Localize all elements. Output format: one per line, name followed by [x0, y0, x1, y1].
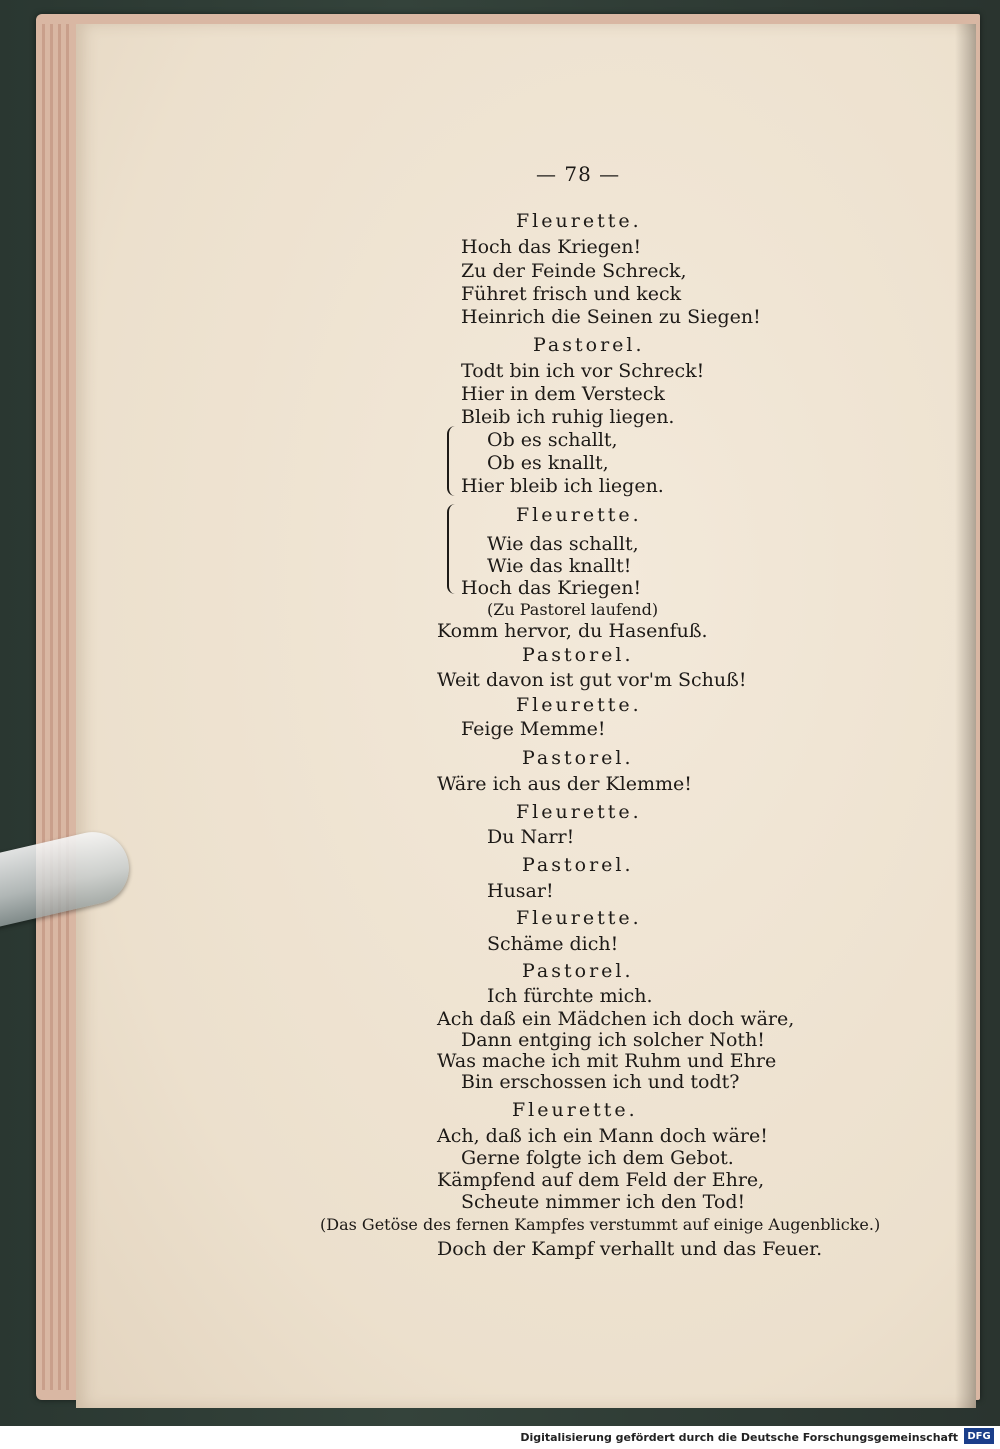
- stage-direction: (Das Getöse des fernen Kampfes verstummt auf einige Augenblicke.): [320, 1215, 881, 1234]
- verse-line: Was mache ich mit Ruhm und Ehre: [437, 1050, 777, 1072]
- speaker-label: Fleurette.: [516, 504, 642, 526]
- page-edge: [50, 24, 53, 1390]
- verse-line: Ob es knallt,: [487, 452, 609, 474]
- page-edge: [66, 24, 69, 1390]
- verse-line: Zu der Feinde Schreck,: [461, 260, 687, 282]
- speaker-label: Pastorel.: [522, 854, 634, 876]
- verse-line: Hier bleib ich liegen.: [461, 475, 664, 497]
- speaker-label: Pastorel.: [522, 960, 634, 982]
- gutter-shadow: [955, 24, 976, 1408]
- speaker-label: Fleurette.: [516, 801, 642, 823]
- verse-line: Ich fürchte mich.: [487, 985, 653, 1007]
- verse-line: Doch der Kampf verhallt und das Feuer.: [437, 1238, 823, 1260]
- verse-line: Bleib ich ruhig liegen.: [461, 406, 675, 428]
- verse-line: Wäre ich aus der Klemme!: [437, 773, 692, 795]
- speaker-label: Pastorel.: [522, 747, 634, 769]
- verse-line: Bin erschossen ich und todt?: [461, 1071, 740, 1093]
- footer-credit: Digitalisierung gefördert durch die Deutsche Forschungsgemeinschaft: [520, 1431, 958, 1444]
- speaker-label: Pastorel.: [533, 334, 645, 356]
- brace-bracket: [447, 504, 459, 594]
- speaker-label: Fleurette.: [512, 1099, 638, 1121]
- verse-line: Hoch das Kriegen!: [461, 577, 642, 599]
- verse-line: Komm hervor, du Hasenfuß.: [437, 620, 708, 642]
- verse-line: Wie das schallt,: [487, 533, 639, 555]
- verse-line: Hoch das Kriegen!: [461, 236, 642, 258]
- verse-line: Kämpfend auf dem Feld der Ehre,: [437, 1169, 765, 1191]
- verse-line: Führet frisch und keck: [461, 283, 682, 305]
- dfg-logo: DFG: [964, 1428, 994, 1444]
- verse-line: Scheute nimmer ich den Tod!: [461, 1191, 746, 1213]
- page-edge: [42, 24, 45, 1390]
- verse-line: Dann entging ich solcher Noth!: [461, 1029, 765, 1051]
- verse-line: Todt bin ich vor Schreck!: [461, 360, 705, 382]
- verse-line: Ob es schallt,: [487, 429, 618, 451]
- page-number: — 78 —: [536, 162, 621, 186]
- verse-line: Hier in dem Versteck: [461, 383, 665, 405]
- speaker-label: Fleurette.: [516, 694, 642, 716]
- brace-bracket: [447, 426, 459, 496]
- speaker-label: Pastorel.: [522, 644, 634, 666]
- page-edge: [58, 24, 61, 1390]
- stage-direction: (Zu Pastorel laufend): [487, 600, 659, 619]
- verse-line: Wie das knallt!: [487, 555, 632, 577]
- verse-line: Schäme dich!: [487, 933, 619, 955]
- verse-line: Heinrich die Seinen zu Siegen!: [461, 306, 761, 328]
- speaker-label: Fleurette.: [516, 907, 642, 929]
- verse-line: Du Narr!: [487, 826, 575, 848]
- verse-line: Ach daß ein Mädchen ich doch wäre,: [437, 1008, 795, 1030]
- verse-line: Weit davon ist gut vor'm Schuß!: [437, 669, 747, 691]
- speaker-label: Fleurette.: [516, 210, 642, 232]
- verse-line: Husar!: [487, 880, 554, 902]
- verse-line: Ach, daß ich ein Mann doch wäre!: [437, 1125, 768, 1147]
- verse-line: Gerne folgte ich dem Gebot.: [461, 1147, 734, 1169]
- verse-line: Feige Memme!: [461, 718, 606, 740]
